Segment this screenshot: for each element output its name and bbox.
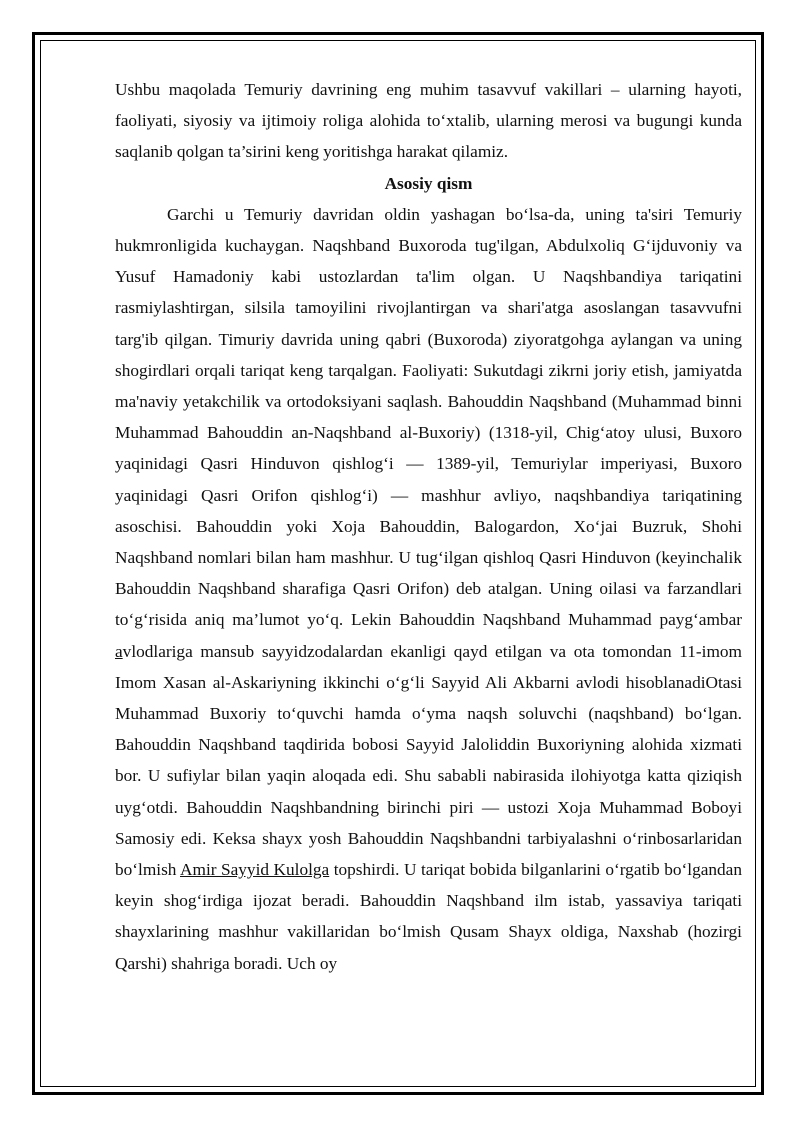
intro-paragraph: Ushbu maqolada Temuriy davrining eng muhim tasavvuf vakillari – ularning hayoti, faoliyati, siyosiy va ijtimoiy roliga alohida to‘xtalib, ularning merosi va bugungi kunda saqlanib qolgan ta’sirini keng yoritishga harakat qilamiz. xyxy=(115,80,742,162)
body-text-part3: topshirdi. U tariqat bobida bilganlarini o‘rgatib bo‘lgandan keyin shog‘irdiga ijozat beradi. Bahouddin Naqshband ilm istab, yassaviya tariqati shayxlarining mashhur vakillaridan bo‘lmish Qusam Shayx oldiga, Naxshab (hozirgi Qarshi) shahriga boradi. Uch oy xyxy=(115,860,742,973)
section-heading: Asosiy qism xyxy=(384,173,473,193)
body-underlined-letter: a xyxy=(115,641,123,661)
body-text-part1: Garchi u Temuriy davridan oldin yashagan bo‘lsa-da, uning ta'siri Temuriy hukmronligida kuchaygan. Naqshband Buxoroda tug'ilgan, Abdulxoliq G‘ijduvoniy va Yusuf Hamadoniy kabi ustozlardan ta'lim olgan. U Naqshbandiya tariqatini rasmiylashtirgan, silsila tamoyilini rivojlantirgan va shari'atga asoslangan tasavvufni targ'ib qilgan. Timuriy davrida uning qabri (Buxoroda) ziyoratgohga aylangan va uning shogirdlari orqali tariqat keng tarqalgan. Faoliyati: Sukutdagi zikrni joriy etish, jamiyatda ma'naviy yetakchilik va ortodoksiyani saqlash. Bahouddin Naqshband (Muhammad binni Muhammad Bahouddin an-Naqshband al-Buxoriy) (1318-yil, Chig‘atoy ulusi, Buxoro yaqinidagi Qasri Hinduvon qishlog‘i — 1389-yil, Temuriylar imperiyasi, Buxoro yaqinidagi Qasri Orifon qishlog‘i) — mashhur avliyo, naqshbandiya tariqatining asoschisi. Bahouddin yoki Xoja Bahouddin, Balogardon, Xo‘jai Buzruk, Shohi Naqshband nomlari bilan ham mashhur. U tug‘ilgan qishloq Qasri Hinduvon (keyinchalik Bahouddin Naqshband sharafiga Qasri Orifon) deb atalgan. Uning oilasi va farzandlari to‘g‘risida aniq ma’lumot yo‘q. Lekin Bahouddin Naqshband Muhammad payg‘ambar xyxy=(115,204,742,630)
body-text-part2: vlodlariga mansub sayyidzodalardan ekanligi qayd etilgan va ota tomondan 11-imom Imom Xasan al-Askariyning ikkinchi o‘g‘li Sayyid Ali Akbarni avlodi hisoblanadiOtasi Muhammad Buxoriy to‘quvchi hamda o‘yma naqsh soluvchi (naqshband) bo‘lgan. Bahouddin Naqshband taqdirida bobosi Sayyid Jaloliddin Buxoriyning alohida xizmati bor. U sufiylar bilan yaqin aloqada edi. Shu sababli nabirasida ilohiyotga katta qiziqish uyg‘otdi. Bahouddin Naqshbandning birinchi piri — ustozi Xoja Muhammad Boboyi Samosiy edi. Keksa shayx yosh Bahouddin Naqshbandni tarbiyalashni o‘rinbosarlaridan bo‘lmish xyxy=(115,641,742,880)
document-body xyxy=(115,74,742,979)
amir-sayyid-kulol-link[interactable]: Amir Sayyid Kulolga xyxy=(180,860,330,880)
body-paragraph xyxy=(115,199,742,979)
